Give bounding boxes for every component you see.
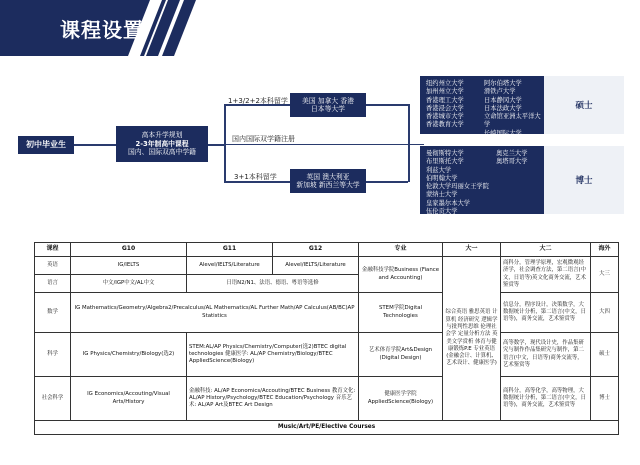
table-row bbox=[35, 333, 619, 377]
column-header: G11 bbox=[187, 243, 273, 257]
planning-line: 高本升学规划 bbox=[141, 131, 183, 140]
year2-cell: 信息分，程序设计，决策数学，大数据统计分析，第二语言(中文，日语等)，商务交流，艺术鉴赏等 bbox=[501, 293, 591, 333]
subject-cell: 数学 bbox=[35, 293, 71, 333]
overseas-cell: 大四 bbox=[591, 293, 619, 333]
connector bbox=[208, 144, 224, 146]
subject-cell: 语言 bbox=[35, 275, 71, 293]
university-list: 曼彻斯特大学 布里斯托大学 利兹大学 伯明翰大学 伦敦大学玛丽女王学院 蒙纳士大学 皇家墨尔本大学 伍伦贡大学 奥克兰大学 奥塔哥大学 bbox=[420, 146, 544, 214]
page-title: 课程设置 bbox=[60, 18, 144, 42]
table-cell: IG Physics/Chemistry/Biology(选2) bbox=[71, 333, 187, 377]
year2-cell: 商科分，管理学原理，宏观微观经济学，社会调查方法，第二语言(中文，日语等)英文化商务交流，艺术鉴赏等 bbox=[501, 257, 591, 293]
connector bbox=[366, 181, 408, 183]
column-header: 大二 bbox=[501, 243, 591, 257]
planning-line: 2-3年制高中课程 bbox=[135, 139, 189, 148]
degree-label: 博士 bbox=[544, 146, 624, 214]
column-header: 课程 bbox=[35, 243, 71, 257]
subject-cell: 科学 bbox=[35, 333, 71, 377]
degree-label: 硕士 bbox=[544, 76, 624, 134]
route-label: 国内国际双学籍注册 bbox=[232, 135, 295, 143]
connector bbox=[74, 144, 116, 146]
table-cell: 中文/IGP中文/AL中文 bbox=[71, 275, 187, 293]
route-label: 1+3/2+2本科留学 bbox=[228, 97, 288, 105]
year2-cell: 商科分，高等化学，高等物理，大数据统计分析，第二语言(中文，日语等)，商务交流，艺术鉴赏等 bbox=[501, 377, 591, 421]
table-cell: IG Mathematics/Geometry/Algebra2/Precalculus/AL Mathematics/AL Further Math/AP Calculus(AB/BC)AP Statistics bbox=[71, 293, 359, 333]
route-label: 3+1本科留学 bbox=[234, 173, 277, 181]
subject-cell: 社会科学 bbox=[35, 377, 71, 421]
planning-line: 国内、国际双高中学籍 bbox=[128, 148, 196, 157]
column-header: 海外 bbox=[591, 243, 619, 257]
major-cell: 金融科技学院Business (Fiance and Accounting) bbox=[359, 257, 443, 293]
major-cell: 艺术体育学院Art&Design (Digital Design) bbox=[359, 333, 443, 377]
connector bbox=[408, 104, 410, 182]
column-header: 专业 bbox=[359, 243, 443, 257]
column-header: G10 bbox=[71, 243, 187, 257]
table-cell: Alevel/IELTS/Literature bbox=[187, 257, 273, 275]
course-table bbox=[34, 242, 619, 435]
year1-cell: 综合英语 雅思英语 计算机 经济研究 逻辑学与批判性思维 伦理社会学 定量分析方法 英美文学赏析 体育与健康锻炼P.E 专业英语 (金融会计、计算机、艺术设计、健康医学) bbox=[443, 257, 501, 421]
overseas-cell: 大三 bbox=[591, 257, 619, 293]
subject-cell: 英语 bbox=[35, 257, 71, 275]
column-header: 大一 bbox=[443, 243, 501, 257]
table-row bbox=[35, 377, 619, 421]
destination-node: 美国 加拿大 香港 日本等大学 bbox=[290, 93, 366, 117]
table-row bbox=[35, 257, 619, 275]
major-cell: STEM学院Digital Technologies bbox=[359, 293, 443, 333]
table-row bbox=[35, 293, 619, 333]
footer-cell: Music/Art/PE/Elective Courses bbox=[35, 421, 619, 435]
table-cell: STEM:AL/AP Physics/Chemistry/Computer(选2)BTEC digital technologies 健康医学: AL/AP Chemistry/Biology/BTEC AppliedScience(Biology) bbox=[187, 333, 359, 377]
start-node: 初中毕业生 bbox=[18, 136, 74, 154]
table-footer-row bbox=[35, 421, 619, 435]
table-cell: IG Economics/Accouting/Visual Arts/History bbox=[71, 377, 187, 421]
university-list: 纽约州立大学 加州州立大学 香港理工大学 香港浸会大学 香港城市大学 香港教育大学 阿尔伯塔大学 滑铁卢大学 日本静冈大学 日本法政大学 立命馆亚洲太平洋大学 长崎国际大学 bbox=[420, 76, 544, 134]
table-cell: IG/IELTS bbox=[71, 257, 187, 275]
connector bbox=[366, 104, 408, 106]
connector bbox=[224, 144, 424, 145]
destination-node: 英国 澳大利亚 新加坡 新西兰等大学 bbox=[290, 169, 366, 193]
connector bbox=[224, 104, 226, 182]
overseas-cell: 博士 bbox=[591, 377, 619, 421]
table-cell: 金融科技: AL/AP Economics/Accouting/BTEC Business 教育文化: AL/AP History/Psychology/BTEC Education/Psychology 音乐艺术: AL/AP Art及BTEC Art Design bbox=[187, 377, 359, 421]
table-cell: 日语N2/N1、法语、德语、粤语等选修 bbox=[187, 275, 359, 293]
overseas-cell: 硕士 bbox=[591, 333, 619, 377]
table-header-row bbox=[35, 243, 619, 257]
year2-cell: 高等数学，现代设计史，作品集研究与制作作品集研究与制作，第二语言(中文，日语等)商务交流等，艺术鉴赏等 bbox=[501, 333, 591, 377]
major-cell: 健康医学学院 AppliedScience(Biology) bbox=[359, 377, 443, 421]
column-header: G12 bbox=[273, 243, 359, 257]
planning-node bbox=[116, 126, 208, 162]
table-cell: Alevel/IELTS/Literature bbox=[273, 257, 359, 275]
